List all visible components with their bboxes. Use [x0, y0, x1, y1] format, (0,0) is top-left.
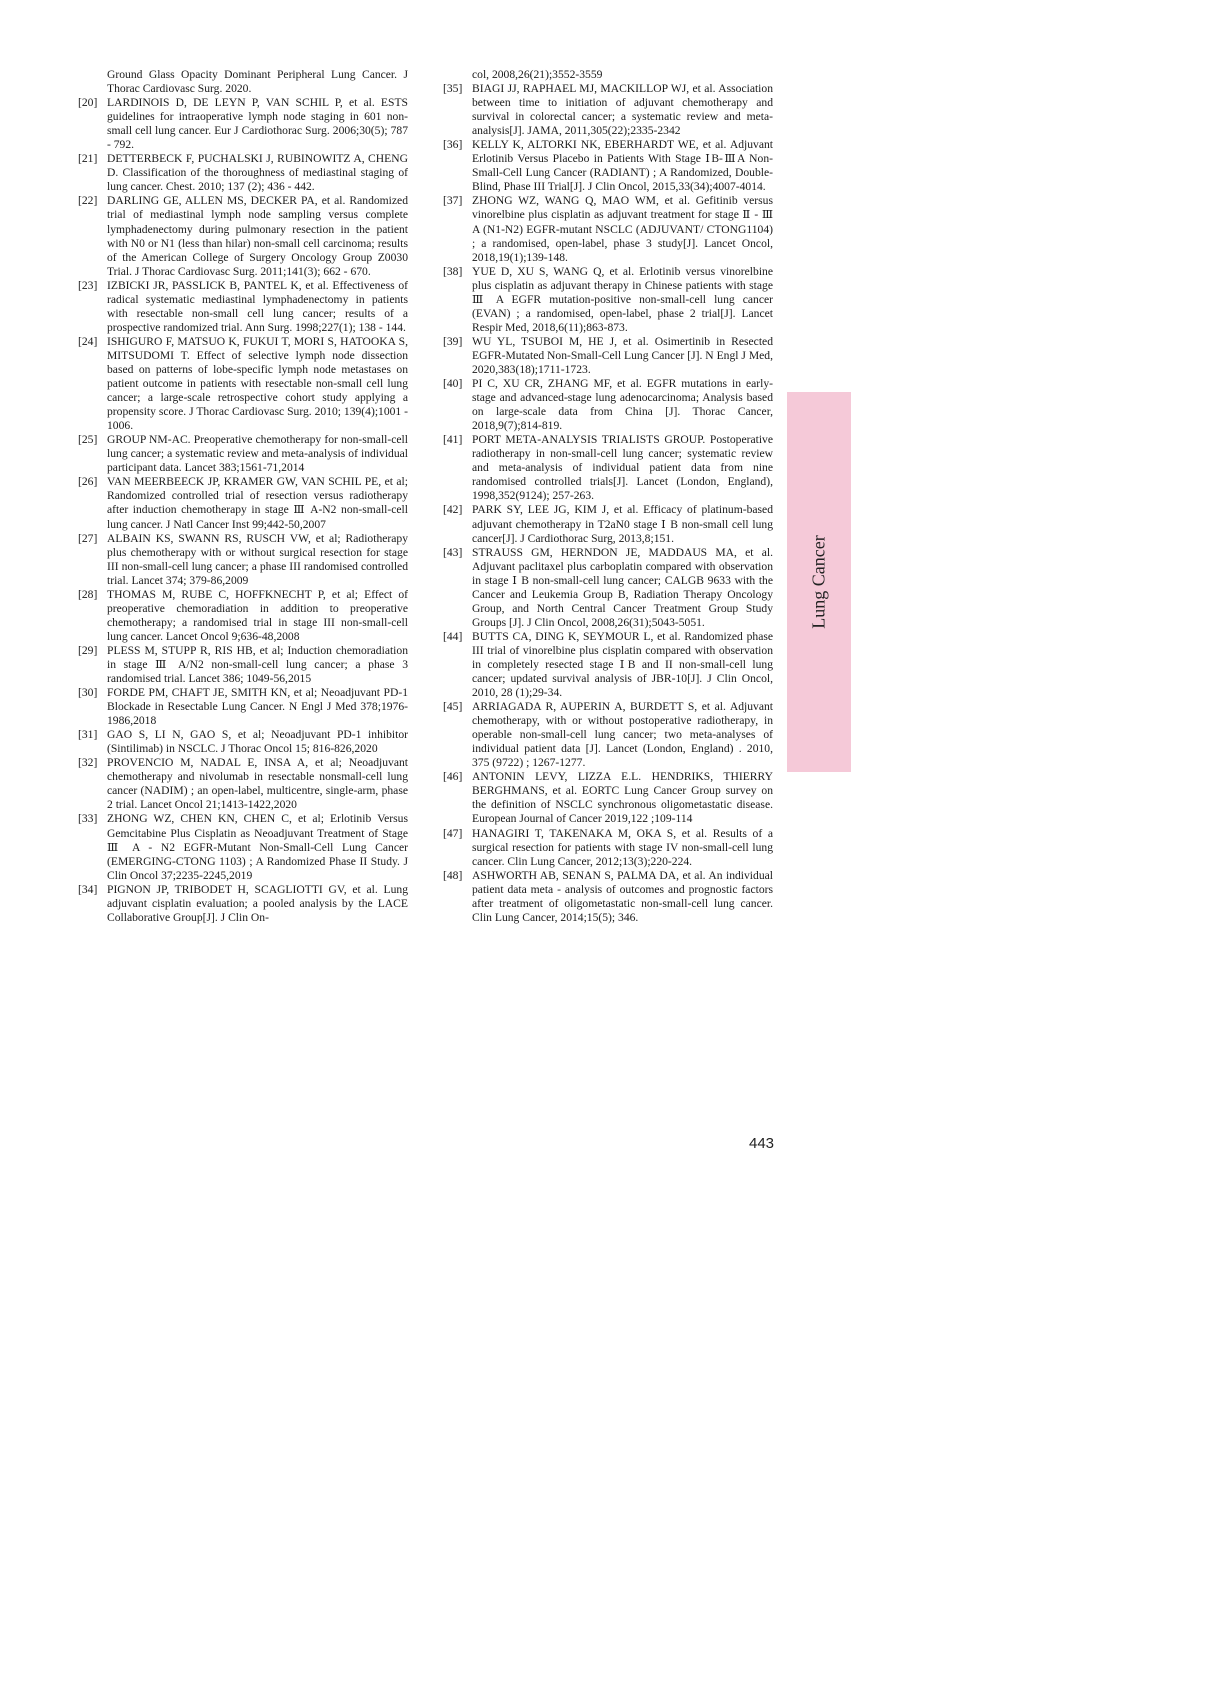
reference-text: IZBICKI JR, PASSLICK B, PANTEL K, et al. Effectiveness of radical systematic mediastinal lymphadenectomy in patients with resectable non-small cell lung cancer; results of a prospective randomized trial. Ann Surg. 1998;227(1); 138 - 144. — [107, 278, 408, 334]
reference-text: HANAGIRI T, TAKENAKA M, OKA S, et al. Results of a surgical resection for patients with stage IV non-small-cell lung cancer. Clin Lung Cancer, 2012;13(3);220-224. — [472, 826, 773, 868]
reference-number: [23] — [78, 278, 98, 292]
reference-number: [22] — [78, 194, 98, 208]
reference-text: ASHWORTH AB, SENAN S, PALMA DA, et al. An individual patient data meta - analysis of outcomes and prognostic factors after treatment of oligometastatic non-small-cell lung cancer. Clin Lung Cancer, 2014;15(5); 346. — [472, 868, 773, 924]
reference-text: PLESS M, STUPP R, RIS HB, et al; Induction chemoradiation in stage Ⅲ A/N2 non-small-cell lung cancer; a phase 3 randomised trial. Lancet 386; 1049-56,2015 — [107, 643, 408, 686]
section-side-tab — [787, 392, 851, 772]
reference-entry — [443, 138, 773, 194]
reference-text: DETTERBECK F, PUCHALSKI J, RUBINOWITZ A, CHENG D. Classification of the thoroughness of mediastinal staging of lung cancer. Chest. 2010; 137 (2); 436 - 442. — [107, 152, 408, 194]
reference-entry — [78, 279, 408, 335]
reference-number: [30] — [78, 686, 98, 700]
reference-number: [45] — [443, 700, 463, 714]
reference-text: ISHIGURO F, MATSUO K, FUKUI T, MORI S, HATOOKA S, MITSUDOMI T. Effect of selective lymph node dissection based on patterns of lobe-specific lymph node metastases on patient outcome in patients with resectable non-small cell lung cancer; a large-scale retrospective cohort study applying a propensity score. J Thorac Cardiovasc Surg. 2010; 139(4);1001 - 1006. — [107, 334, 408, 433]
reference-number: [24] — [78, 334, 98, 348]
reference-number: [36] — [443, 138, 463, 152]
reference-entry — [78, 756, 408, 812]
reference-entry — [78, 96, 408, 152]
reference-text: col, 2008,26(21);3552-3559 — [472, 68, 603, 81]
reference-text: STRAUSS GM, HERNDON JE, MADDAUS MA, et al. Adjuvant paclitaxel plus carboplatin compared with observation in stage Ⅰ B non-small-cell lung cancer; CALGB 9633 with the Cancer and Leukemia Group B, Radiation Therapy Oncology Group, and North Central Cancer Treatment Group Study Groups [J]. J Clin Oncol, 2008,26(31);5043-5051. — [472, 545, 773, 629]
reference-entry — [78, 194, 408, 278]
reference-entry — [443, 827, 773, 869]
reference-text: VAN MEERBEECK JP, KRAMER GW, VAN SCHIL PE, et al; Randomized controlled trial of resection versus radiotherapy after induction chemotherapy in stage Ⅲ A-N2 non-small-cell lung cancer. J Natl Cancer Inst 99;442-50,2007 — [107, 475, 408, 531]
reference-number: [39] — [443, 334, 463, 348]
reference-text: GAO S, LI N, GAO S, et al; Neoadjuvant PD-1 inhibitor (Sintilimab) in NSCLC. J Thorac Oncol 15; 816-826,2020 — [107, 728, 408, 756]
reference-entry — [443, 377, 773, 433]
reference-text: ALBAIN KS, SWANN RS, RUSCH VW, et al; Radiotherapy plus chemotherapy with or without surgical resection for stage III non-small-cell lung cancer; a phase III randomised controlled trial. Lancet 374; 379-86,2009 — [107, 531, 408, 587]
reference-entry — [443, 68, 773, 82]
reference-number: [31] — [78, 728, 98, 742]
reference-entry — [443, 433, 773, 503]
reference-number: [34] — [78, 882, 98, 896]
reference-number: [25] — [78, 433, 98, 447]
reference-entry — [78, 475, 408, 531]
reference-number: [40] — [443, 377, 463, 391]
reference-entry — [78, 812, 408, 882]
reference-list-right — [443, 68, 773, 925]
reference-number: [32] — [78, 756, 98, 770]
reference-entry — [443, 335, 773, 377]
reference-text: KELLY K, ALTORKI NK, EBERHARDT WE, et al. Adjuvant Erlotinib Versus Placebo in Patients With Stage ⅠB-ⅢA Non-Small-Cell Lung Cancer (RADIANT) ; A Randomized, Double-Blind, Phase III Trial[J]. J Clin Oncol, 2015,33(34);4007-4014. — [472, 138, 773, 194]
reference-entry — [443, 503, 773, 545]
reference-text: PI C, XU CR, ZHANG MF, et al. EGFR mutations in early-stage and advanced-stage lung adenocarcinoma; Analysis based on large-scale data from China [J]. Thorac Cancer, 2018,9(7);814-819. — [472, 377, 773, 433]
reference-text: Ground Glass Opacity Dominant Peripheral Lung Cancer. J Thorac Cardiovasc Surg. 2020. — [107, 68, 408, 96]
reference-number: [37] — [443, 194, 463, 208]
reference-entry — [78, 728, 408, 756]
reference-number: [21] — [78, 152, 98, 166]
reference-text: ZHONG WZ, CHEN KN, CHEN C, et al; Erlotinib Versus Gemcitabine Plus Cisplatin as Neoadjuvant Treatment of Stage Ⅲ A - N2 EGFR-Mutant Non-Small-Cell Lung Cancer (EMERGING-CTONG 1103) ; A Randomized Phase II Study. J Clin Oncol 37;2235-2245,2019 — [107, 812, 408, 882]
reference-entry — [78, 152, 408, 194]
reference-number: [20] — [78, 96, 98, 110]
reference-text: ARRIAGADA R, AUPERIN A, BURDETT S, et al. Adjuvant chemotherapy, with or without postoperative radiotherapy, in operable non-small-cell lung cancer; two meta-analyses of individual patient data [J]. Lancet (London, England) . 2010, 375 (9722) ; 1267-1277. — [472, 700, 773, 770]
reference-text: WU YL, TSUBOI M, HE J, et al. Osimertinib in Resected EGFR-Mutated Non-Small-Cell Lung Cancer [J]. N Engl J Med, 2020,383(18);1711-1723. — [472, 334, 773, 376]
section-side-tab-label: Lung Cancer — [808, 535, 829, 629]
reference-number: [42] — [443, 503, 463, 517]
reference-text: BIAGI JJ, RAPHAEL MJ, MACKILLOP WJ, et al. Association between time to initiation of adjuvant chemotherapy and survival in colorectal cancer; a systematic review and meta-analysis[J]. JAMA, 2011,305(22);2335-2342 — [472, 82, 773, 138]
reference-number: [41] — [443, 433, 463, 447]
reference-text: BUTTS CA, DING K, SEYMOUR L, et al. Randomized phase III trial of vinorelbine plus cisplatin compared with observation in completely resected stage ⅠB and II non-small-cell lung cancer; updated survival analysis of JBR-10[J]. J Clin Oncol, 2010, 28 (1);29-34. — [472, 629, 773, 700]
reference-number: [48] — [443, 868, 463, 882]
reference-entry — [443, 546, 773, 630]
reference-entry — [78, 68, 408, 96]
reference-text: YUE D, XU S, WANG Q, et al. Erlotinib versus vinorelbine plus cisplatin as adjuvant therapy in Chinese patients with stage Ⅲ A EGFR mutation-positive non-small-cell lung cancer (EVAN) ; a randomised, open-label, phase 2 trial[J]. Lancet Respir Med, 2018,6(11);863-873. — [472, 264, 773, 334]
reference-text: GROUP NM-AC. Preoperative chemotherapy for non-small-cell lung cancer; a systematic review and meta-analysis of individual participant data. Lancet 383;1561-71,2014 — [107, 433, 408, 475]
reference-number: [46] — [443, 770, 463, 784]
reference-entry — [78, 883, 408, 925]
reference-entry — [443, 265, 773, 335]
reference-number: [33] — [78, 812, 98, 826]
reference-entry — [443, 630, 773, 700]
reference-entry — [78, 588, 408, 644]
reference-entry — [443, 869, 773, 925]
reference-number: [29] — [78, 643, 98, 657]
reference-entry — [443, 194, 773, 264]
reference-text: PORT META-ANALYSIS TRIALISTS GROUP. Postoperative radiotherapy in non-small-cell lung cancer; systematic review and meta-analysis of individual patient data from nine randomised controlled trials[J]. Lancet (London, England), 1998,352(9124); 257-263. — [472, 433, 773, 503]
reference-list-left — [78, 68, 408, 925]
reference-text: PARK SY, LEE JG, KIM J, et al. Efficacy of platinum-based adjuvant chemotherapy in T2aN0 stage Ⅰ B non-small cell lung cancer[J]. J Cardiothorac Surg, 2013,8;151. — [472, 503, 773, 545]
reference-number: [26] — [78, 475, 98, 489]
reference-number: [27] — [78, 531, 98, 545]
reference-entry — [443, 82, 773, 138]
reference-entry — [78, 433, 408, 475]
reference-number: [47] — [443, 826, 463, 840]
reference-text: PROVENCIO M, NADAL E, INSA A, et al; Neoadjuvant chemotherapy and nivolumab in resectable nonsmall-cell lung cancer (NADIM) ; an open-label, multicentre, single-arm, phase 2 trial. Lancet Oncol 21;1413-1422,2020 — [107, 756, 408, 812]
reference-number: [28] — [78, 587, 98, 601]
reference-entry — [78, 532, 408, 588]
reference-entry — [443, 770, 773, 826]
reference-text: ZHONG WZ, WANG Q, MAO WM, et al. Gefitinib versus vinorelbine plus cisplatin as adjuvant treatment for stage Ⅱ - Ⅲ A (N1-N2) EGFR-mutant NSCLC (ADJUVANT/ CTONG1104) ; a randomised, open-label, phase 3 study[J]. Lancet Oncol, 2018,19(1);139-148. — [472, 194, 773, 264]
reference-entry — [443, 700, 773, 770]
reference-text: THOMAS M, RUBE C, HOFFKNECHT P, et al; Effect of preoperative chemoradiation in addition to preoperative chemotherapy; a randomised trial in stage III non-small-cell lung cancer. Lancet Oncol 9;636-48,2008 — [107, 587, 408, 643]
reference-number: [35] — [443, 82, 463, 96]
reference-text: ANTONIN LEVY, LIZZA E.L. HENDRIKS, THIERRY BERGHMANS, et al. EORTC Lung Cancer Group survey on the definition of NSCLC synchronous oligometastatic disease. European Journal of Cancer 2019,122 ;109-114 — [472, 770, 773, 826]
reference-text: LARDINOIS D, DE LEYN P, VAN SCHIL P, et al. ESTS guidelines for intraoperative lymph node staging in 601 non-small cell lung cancer. Eur J Cardiothorac Surg. 2006;30(5); 787 - 792. — [107, 96, 408, 152]
page-number: 443 — [749, 1135, 775, 1152]
reference-entry — [78, 335, 408, 433]
reference-number: [38] — [443, 264, 463, 278]
reference-text: PIGNON JP, TRIBODET H, SCAGLIOTTI GV, et al. Lung adjuvant cisplatin evaluation; a pooled analysis by the LACE Collaborative Group[J]. J Clin On- — [107, 882, 408, 924]
reference-number: [44] — [443, 629, 463, 643]
reference-entry — [78, 686, 408, 728]
reference-entry — [78, 644, 408, 686]
reference-text: FORDE PM, CHAFT JE, SMITH KN, et al; Neoadjuvant PD-1 Blockade in Resectable Lung Cancer. N Engl J Med 378;1976-1986,2018 — [107, 686, 408, 728]
reference-number: [43] — [443, 545, 463, 559]
reference-text: DARLING GE, ALLEN MS, DECKER PA, et al. Randomized trial of mediastinal lymph node sampling versus complete lymphadenectomy during pulmonary resection in the patient with N0 or N1 (less than hilar) non-small cell carcinoma; results of the American College of Surgery Oncology Group Z0030 Trial. J Thorac Cardiovasc Surg. 2011;141(3); 662 - 670. — [107, 194, 408, 278]
